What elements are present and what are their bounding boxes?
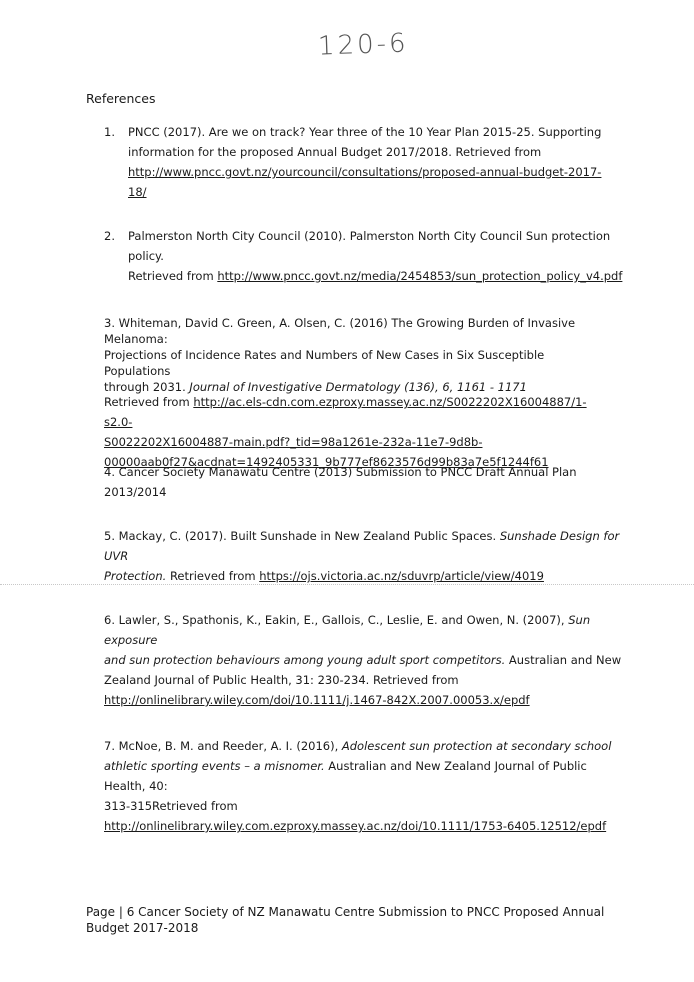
- publication-title: Protection.: [104, 569, 167, 583]
- reference-link[interactable]: 00000aab0f27&acdnat=1492405331_9b777ef8623576d99b83a7e5f1244f61: [104, 455, 549, 469]
- references-heading: References: [86, 91, 156, 106]
- reference-text: through 2031.: [104, 380, 186, 394]
- reference-text: Retrieved from: [128, 269, 214, 283]
- reference-1: [104, 122, 604, 202]
- reference-text: 313-315Retrieved from: [104, 799, 238, 813]
- reference-text: Palmerston North City Council (2010). Palmerston North City Council Sun protection policy.: [128, 229, 611, 263]
- reference-text: 6. Lawler, S., Spathonis, K., Eakin, E., Gallois, C., Leslie, E. and Owen, N. (2007),: [104, 613, 565, 627]
- publication-title: Sunshade Design for UVR: [104, 529, 620, 563]
- reference-link[interactable]: S0022202X16004887-main.pdf?_tid=98a1261e-232a-11e7-9d8b-: [104, 435, 483, 449]
- reference-link[interactable]: http://onlinelibrary.wiley.com.ezproxy.massey.ac.nz/doi/10.1111/1753-6405.12512/epdf: [104, 819, 607, 833]
- reference-link[interactable]: http://www.pncc.govt.nz/media/2454853/sun_protection_policy_v4.pdf: [217, 269, 623, 283]
- reference-link[interactable]: http://www.pncc.govt.nz/yourcouncil/consultations/proposed-annual-budget-2017-18/: [128, 165, 602, 199]
- reference-text: information for the proposed Annual Budget 2017/2018. Retrieved from: [128, 145, 542, 159]
- reference-number: 1.: [104, 125, 115, 139]
- reference-5: [104, 526, 624, 586]
- scan-artifact-divider: [0, 584, 694, 585]
- reference-6: [104, 610, 624, 710]
- reference-text: 5. Mackay, C. (2017). Built Sunshade in New Zealand Public Spaces.: [104, 529, 497, 543]
- reference-text: 3. Whiteman, David C. Green, A. Olsen, C. (2016) The Growing Burden of Invasive Melanoma:: [104, 316, 576, 346]
- article-title: athletic sporting events – a misnomer.: [104, 759, 325, 773]
- reference-text: Retrieved from: [169, 569, 256, 583]
- reference-number: 2.: [104, 229, 115, 243]
- reference-4: [104, 462, 624, 502]
- reference-7: [104, 736, 624, 836]
- reference-text: Zealand Journal of Public Health, 31: 230-234. Retrieved from: [104, 673, 459, 687]
- reference-link[interactable]: http://ac.els-cdn.com.ezproxy.massey.ac.nz/S0022202X16004887/1-s2.0-: [104, 395, 587, 429]
- page-footer: Page | 6 Cancer Society of NZ Manawatu Centre Submission to PNCC Proposed Annual Budget 2017-2018: [86, 905, 605, 935]
- reference-text: 7. McNoe, B. M. and Reeder, A. I. (2016),: [104, 739, 339, 753]
- reference-link[interactable]: http://onlinelibrary.wiley.com/doi/10.1111/j.1467-842X.2007.00053.x/epdf: [104, 693, 530, 707]
- reference-text: Projections of Incidence Rates and Numbers of New Cases in Six Susceptible Populations: [104, 348, 545, 378]
- reference-text: Australian and New Zealand Journal of Public Health, 40:: [104, 759, 587, 793]
- article-title: and sun protection behaviours among young adult sport competitors.: [104, 653, 506, 667]
- handwritten-page-mark: 120-6: [317, 28, 410, 62]
- article-title: Sun exposure: [104, 613, 591, 647]
- reference-link[interactable]: https://ojs.victoria.ac.nz/sduvrp/article/view/4019: [259, 569, 544, 583]
- journal-title: Journal of Investigative Dermatology (136), 6, 1161 - 1171: [189, 380, 527, 394]
- reference-text: 4. Cancer Society Manawatu Centre (2013) Submission to PNCC Draft Annual Plan 2013/2014: [104, 465, 577, 499]
- reference-text: Australian and New: [508, 653, 622, 667]
- reference-text: Retrieved from: [104, 395, 190, 409]
- reference-text: PNCC (2017). Are we on track? Year three of the 10 Year Plan 2015-25. Supporting: [128, 125, 602, 139]
- article-title: Adolescent sun protection at secondary school: [341, 739, 612, 753]
- reference-3: [104, 315, 604, 472]
- reference-2: [104, 226, 624, 286]
